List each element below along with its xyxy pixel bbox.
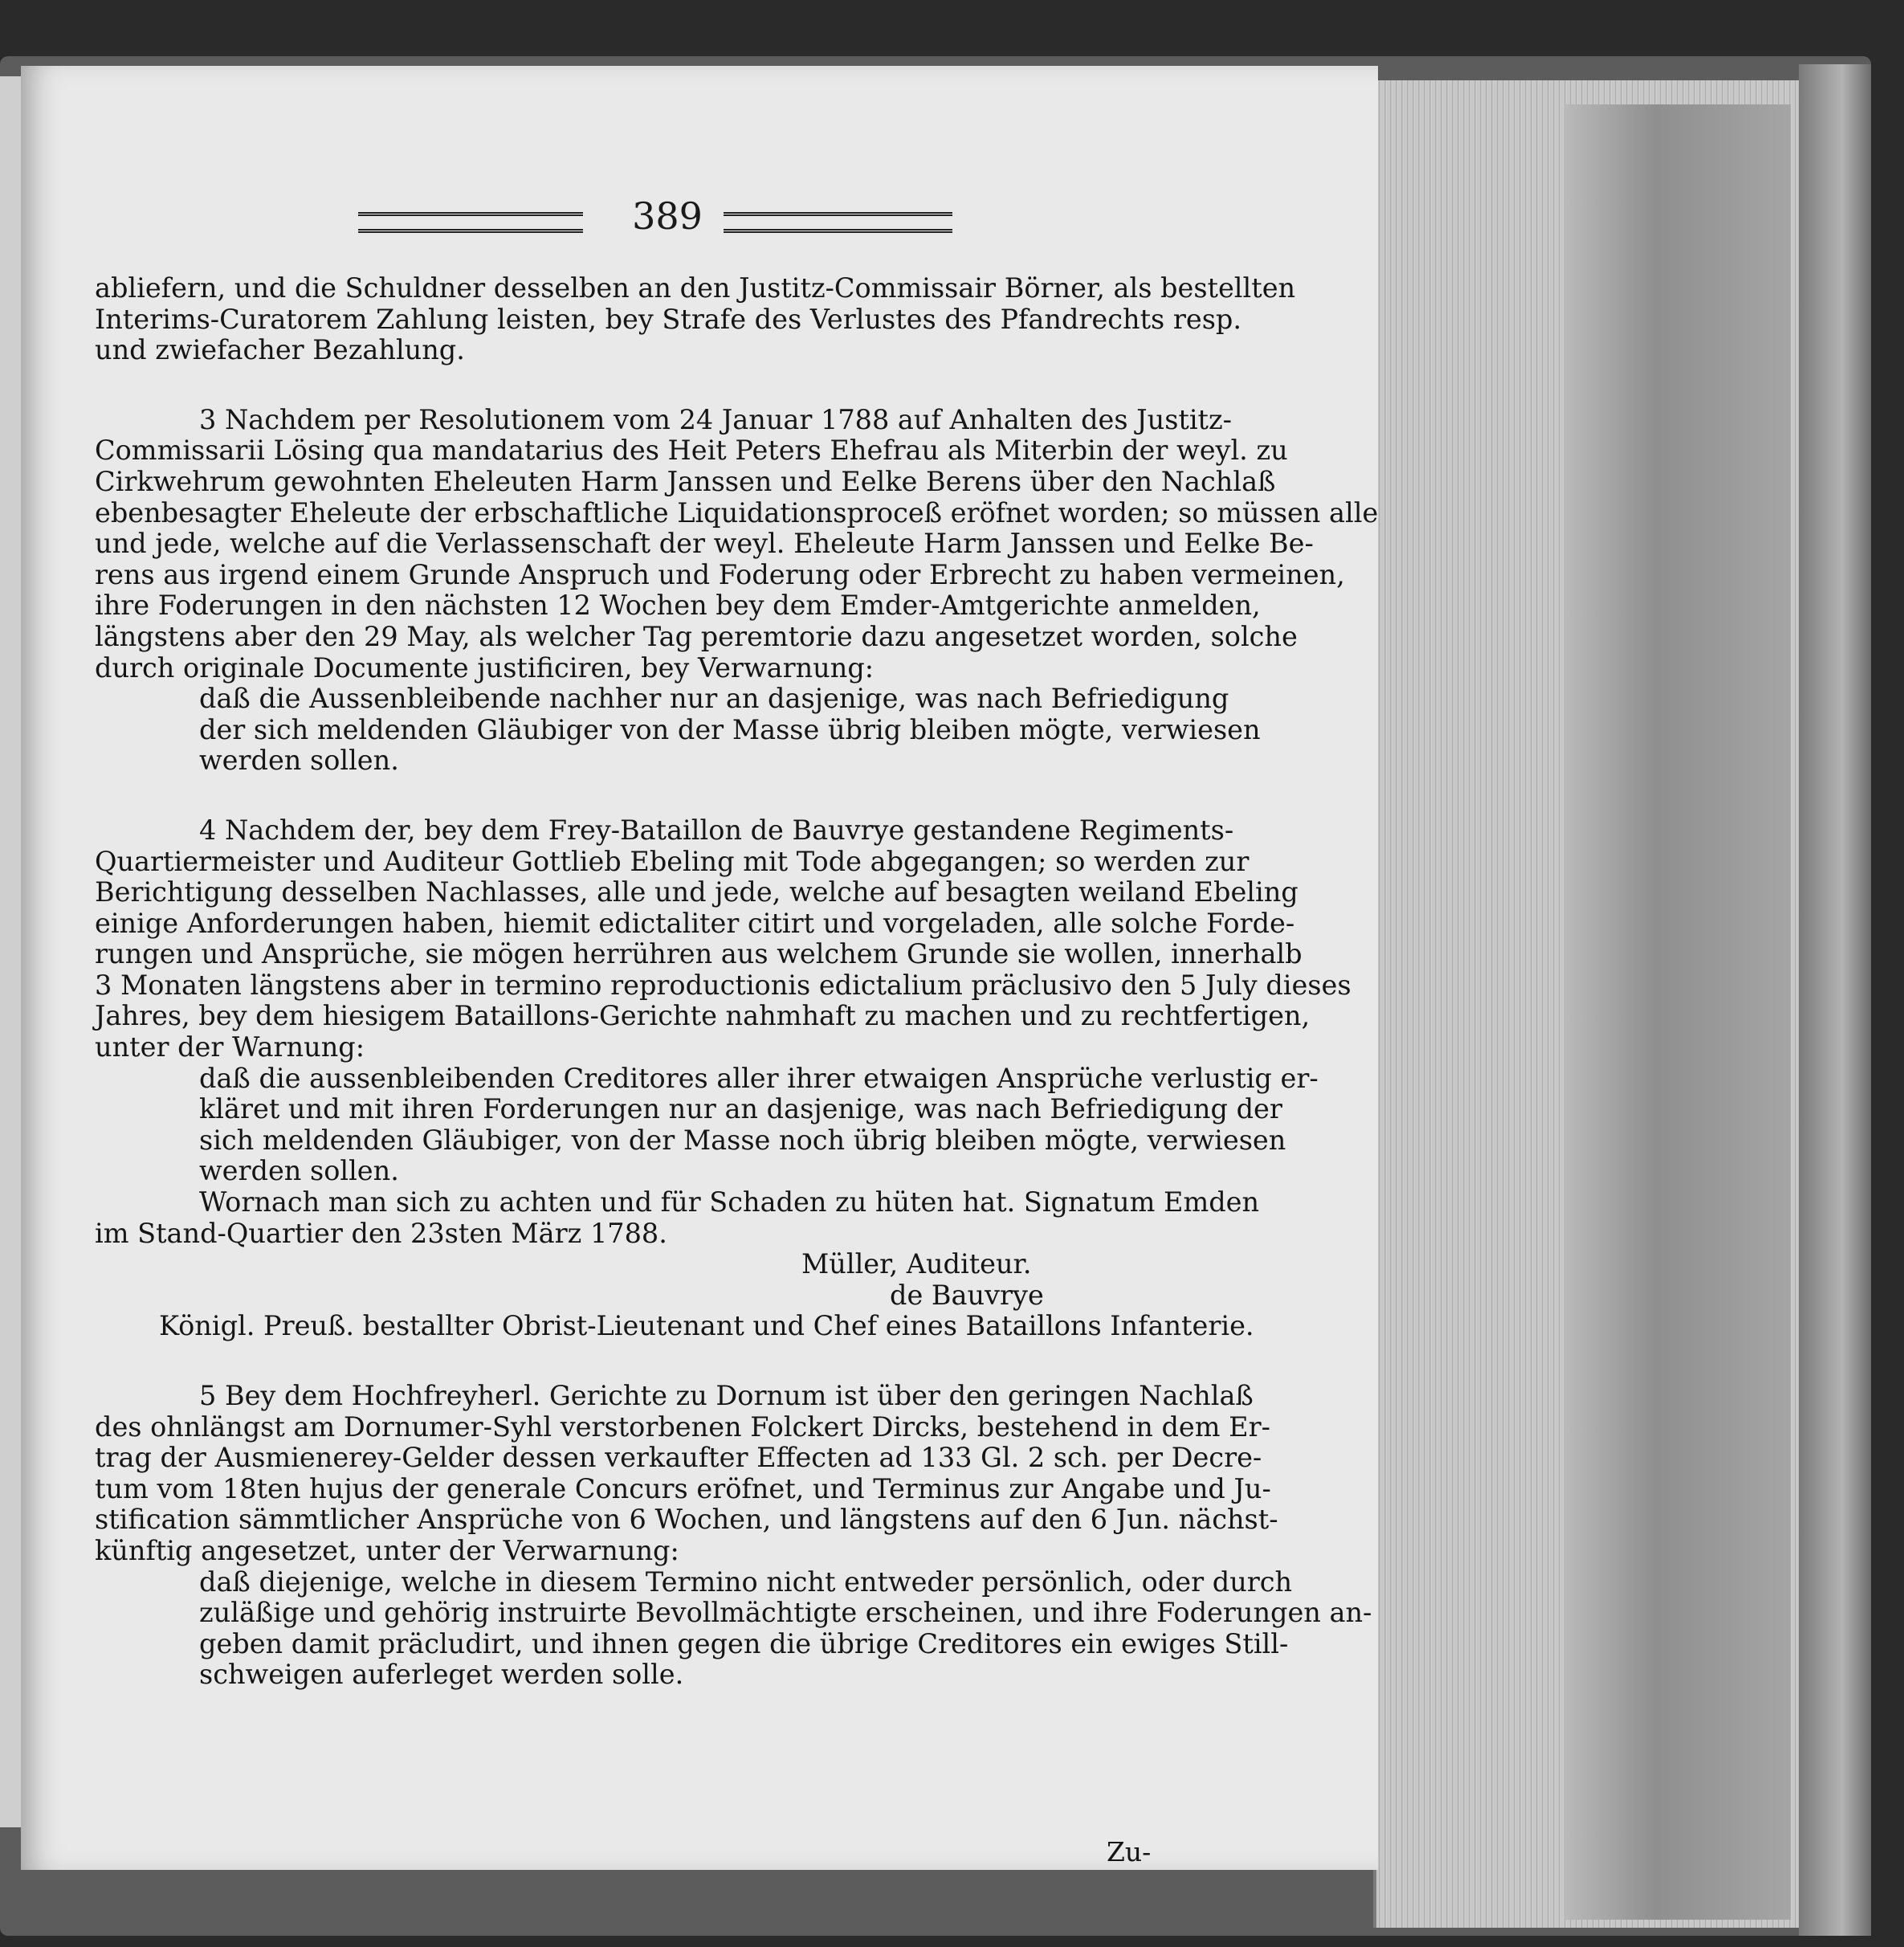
header-rule-left	[358, 212, 583, 233]
text-line: tum vom 18ten hujus der generale Concurs eröfnet, und Terminus zur Angabe und Ju-	[95, 1472, 1271, 1504]
text-line: 3 Nachdem per Resolutionem vom 24 Januar 1788 auf Anhalten des Justitz-	[199, 403, 1232, 435]
text-line: rens aus irgend einem Grunde Anspruch und Foderung oder Erbrecht zu haben vermeinen,	[95, 558, 1345, 590]
text-line: Cirkwehrum gewohnten Eheleuten Harm Janssen und Eelke Berens über den Nachlaß	[95, 465, 1276, 497]
text-line: des ohnlängst am Dornumer-Syhl verstorbenen Folckert Dircks, bestehend in dem Er-	[95, 1410, 1270, 1443]
book-page	[21, 66, 1378, 1870]
text-line: daß die Aussenbleibende nachher nur an dasjenige, was nach Befriedigung	[199, 683, 1229, 715]
signature-title: Königl. Preuß. bestallter Obrist-Lieutenant und Chef eines Bataillons Infanterie.	[159, 1310, 1254, 1342]
text-line: sich meldenden Gläubiger, von der Masse noch übrig bleiben mögte, verwiesen	[199, 1124, 1286, 1156]
text-line: Jahres, bey dem hiesigem Bataillons-Gerichte nahmhaft zu machen und zu rechtfertigen,	[95, 1000, 1311, 1032]
text-line: der sich meldenden Gläubiger von der Masse übrig bleiben mögte, verwiesen	[199, 713, 1261, 745]
text-line: im Stand-Quartier den 23sten März 1788.	[95, 1217, 667, 1249]
text-line: künftig angesetzet, unter der Verwarnung:	[95, 1534, 679, 1566]
text-line: Quartiermeister und Auditeur Gottlieb Ebeling mit Tode abgegangen; so werden zur	[95, 845, 1250, 877]
text-line: einige Anforderungen haben, hiemit edictaliter citirt und vorgeladen, alle solche Forde-	[95, 907, 1295, 939]
text-line: durch originale Documente justificiren, bey Verwarnung:	[95, 651, 875, 684]
text-line: und zwiefacher Bezahlung.	[95, 334, 465, 366]
catchword: Zu-	[1107, 1836, 1152, 1867]
text-line: stification sämmtlicher Ansprüche von 6 Wochen, und längstens auf den 6 Jun. nächst-	[95, 1504, 1278, 1536]
text-line: Commissarii Lösing qua mandatarius des Heit Peters Ehefrau als Miterbin der weyl. zu	[95, 435, 1288, 467]
text-line: ihre Foderungen in den nächsten 12 Wochen bey dem Emder-Amtgerichte anmelden,	[95, 590, 1261, 622]
text-line: 5 Bey dem Hochfreyherl. Gerichte zu Dornum ist über den geringen Nachlaß	[199, 1380, 1254, 1411]
text-line: längstens aber den 29 May, als welcher Tag peremtorie dazu angesetzet worden, solche	[95, 620, 1298, 652]
text-line: trag der Ausmienerey-Gelder dessen verkaufter Effecten ad 133 Gl. 2 sch. per Decre-	[95, 1442, 1262, 1474]
text-line: kläret und mit ihren Forderungen nur an dasjenige, was nach Befriedigung der	[199, 1093, 1282, 1125]
text-line: werden sollen.	[199, 745, 399, 777]
text-line: werden sollen.	[199, 1155, 399, 1187]
text-line: Berichtigung desselben Nachlasses, alle und jede, welche auf besagten weiland Ebeling	[95, 876, 1299, 908]
page-block-face	[1566, 104, 1791, 1920]
text-line: rungen und Ansprüche, sie mögen herrühren aus welchem Grunde sie wollen, innerhalb	[95, 938, 1303, 970]
text-line: unter der Warnung:	[95, 1031, 365, 1063]
text-line: 3 Monaten längstens aber in termino reproductionis edictalium präclusivo den 5 July dieses	[95, 969, 1352, 1001]
text-line: geben damit präcludirt, und ihnen gegen die übrige Creditores ein ewiges Still-	[199, 1627, 1289, 1659]
signature-commander: de Bauvrye	[890, 1279, 1044, 1311]
text-line: daß die aussenbleibenden Creditores aller ihrer etwaigen Ansprüche verlustig er-	[199, 1062, 1319, 1094]
text-line: Wornach man sich zu achten und für Schaden zu hüten hat. Signatum Emden	[199, 1186, 1260, 1218]
header-rule-right	[724, 212, 952, 233]
page-text	[95, 272, 1379, 1691]
signature-auditor: Müller, Auditeur.	[801, 1248, 1032, 1280]
book-spine	[1799, 64, 1871, 1936]
text-line: ebenbesagter Eheleute der erbschaftliche Liquidationsproceß eröfnet worden; so müssen alle	[95, 496, 1379, 529]
page-header	[358, 194, 952, 243]
text-line: schweigen auferleget werden solle.	[199, 1659, 684, 1691]
text-line: Interims-Curatorem Zahlung leisten, bey Strafe des Verlustes des Pfandrechts resp.	[95, 303, 1242, 335]
page-number: 389	[632, 194, 703, 238]
text-line: und jede, welche auf die Verlassenschaft der weyl. Eheleute Harm Janssen und Eelke Be-	[95, 528, 1314, 560]
text-line: 4 Nachdem der, bey dem Frey-Bataillon de Bauvrye gestandene Regiments-	[199, 814, 1234, 846]
text-line: zuläßige und gehörig instruirte Bevollmächtigte erscheinen, und ihre Foderungen an-	[199, 1597, 1372, 1629]
text-line: daß diejenige, welche in diesem Termino nicht entweder persönlich, oder durch	[199, 1565, 1293, 1598]
text-line: abliefern, und die Schuldner desselben an den Justitz-Commissair Börner, als bestellten	[95, 272, 1296, 304]
